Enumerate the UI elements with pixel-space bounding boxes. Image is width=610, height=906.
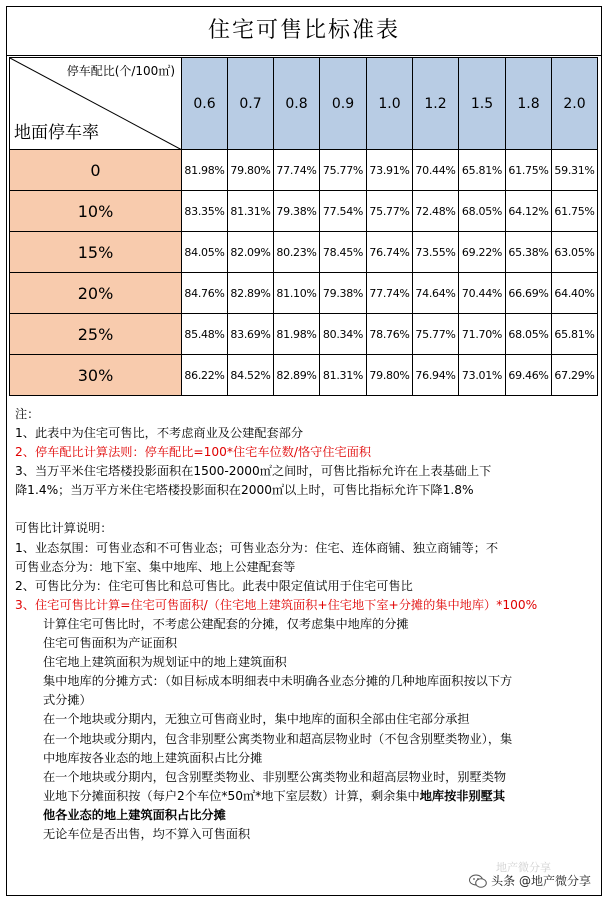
note-line-red: 2、停车配比计算法则：停车配比=100*住宅车位数/恪守住宅面积 (15, 445, 372, 460)
table-cell: 79.38% (274, 191, 320, 232)
page-title: 住宅可售比标准表 (7, 7, 601, 56)
calc-line: 2、可售比分为：住宅可售比和总可售比。此表中限定值试用于住宅可售比 (15, 578, 413, 593)
table-cell: 76.94% (413, 355, 459, 396)
table-row (10, 314, 598, 355)
table-cell: 73.55% (413, 232, 459, 273)
note-line: 1、此表中为住宅可售比，不考虑商业及公建配套部分 (15, 426, 304, 441)
calc-text: 业地下分摊面积按（每户2个车位*50㎡*地下室层数）计算，剩余集中 (43, 788, 420, 803)
row-header: 30% (10, 355, 182, 396)
table-cell: 65.81% (552, 314, 598, 355)
table-cell: 65.38% (506, 232, 552, 273)
table-cell: 77.74% (367, 273, 413, 314)
table-cell: 73.01% (459, 355, 506, 396)
calc-line: 在一个地块或分期内，包含别墅类物业、非别墅公寓类物业和超高层物业时，别墅类物 (43, 769, 507, 784)
table-cell: 69.46% (506, 355, 552, 396)
table-cell: 71.70% (459, 314, 506, 355)
calc-line: 在一个地块或分期内，包含非别墅公寓类物业和超高层物业时（不包含别墅类物业），集 (43, 731, 513, 746)
table-cell: 81.98% (274, 314, 320, 355)
table-corner-cell (10, 58, 182, 150)
table-cell: 79.38% (320, 273, 367, 314)
note-line: 3、当万平米住宅塔楼投影面积在1500-2000㎡之间时，可售比指标允许在上表基础上下 (15, 464, 492, 479)
table-cell: 68.05% (506, 314, 552, 355)
header-row (10, 58, 598, 150)
table-cell: 86.22% (182, 355, 228, 396)
calc-text-bold: 他各业态的地上建筑面积占比分摊 (43, 807, 226, 822)
calc-line: 住宅可售面积为产证面积 (43, 636, 178, 651)
table-cell: 79.80% (367, 355, 413, 396)
calc-line: 计算住宅可售比时，不考虑公建配套的分摊，仅考虑集中地库的分摊 (43, 616, 409, 631)
table-cell: 80.34% (320, 314, 367, 355)
parking-ratio-header: 停车配比(个/100㎡) (66, 64, 175, 78)
standard-table-sheet (6, 6, 602, 896)
table-cell: 75.77% (367, 191, 413, 232)
watermark-faint: 地产微分享 (496, 861, 551, 874)
column-header: 1.5 (459, 58, 506, 150)
table-cell: 84.76% (182, 273, 228, 314)
column-header: 0.7 (228, 58, 274, 150)
spacer (15, 500, 595, 519)
wechat-icon (469, 874, 487, 888)
column-header: 2.0 (552, 58, 598, 150)
table-cell: 79.80% (228, 150, 274, 191)
table-cell: 76.74% (367, 232, 413, 273)
calc-line: 1、业态氛围：可售业态和不可售业态；可售业态分为：住宅、连体商铺、独立商铺等；不 (15, 540, 499, 555)
calc-text-bold: 地库按非别墅其 (419, 788, 506, 803)
calc-line-red: 3、住宅可售比计算=住宅可售面积/（住宅地上建筑面积+住宅地下室+分摊的集中地库）*100% (15, 597, 538, 612)
ratio-table (9, 57, 598, 396)
column-header: 1.0 (367, 58, 413, 150)
table-cell: 77.54% (320, 191, 367, 232)
note-line: 降1.4%；当万平方米住宅塔楼投影面积在2000㎡以上时，可售比指标允许下降1.8% (15, 483, 474, 498)
calc-line: 无论车位是否出售，均不算入可售面积 (43, 826, 251, 841)
table-cell: 83.69% (228, 314, 274, 355)
table-cell: 66.69% (506, 273, 552, 314)
column-header: 0.9 (320, 58, 367, 150)
row-header: 10% (10, 191, 182, 232)
calc-line: 在一个地块或分期内，无独立可售商业时，集中地库的面积全部由住宅部分承担 (43, 712, 470, 727)
table-cell: 77.74% (274, 150, 320, 191)
column-header: 0.6 (182, 58, 228, 150)
table-cell: 59.31% (552, 150, 598, 191)
table-cell: 65.81% (459, 150, 506, 191)
table-cell: 82.89% (274, 355, 320, 396)
row-header: 0 (10, 150, 182, 191)
table-cell: 85.48% (182, 314, 228, 355)
table-cell: 72.48% (413, 191, 459, 232)
table-cell: 78.45% (320, 232, 367, 273)
column-header: 1.2 (413, 58, 459, 150)
table-cell: 63.05% (552, 232, 598, 273)
table-cell: 84.52% (228, 355, 274, 396)
table-cell: 80.23% (274, 232, 320, 273)
watermark (469, 861, 591, 889)
table-cell: 81.98% (182, 150, 228, 191)
row-header: 25% (10, 314, 182, 355)
table-cell: 82.89% (228, 273, 274, 314)
table-cell: 73.91% (367, 150, 413, 191)
table-cell: 61.75% (552, 191, 598, 232)
table-cell: 75.77% (413, 314, 459, 355)
calc-line: 中地库按各业态的地上建筑面积占比分摊 (43, 750, 263, 765)
table-cell: 81.31% (228, 191, 274, 232)
table-cell: 81.10% (274, 273, 320, 314)
table-cell: 82.09% (228, 232, 274, 273)
table-cell: 78.76% (367, 314, 413, 355)
table-row (10, 355, 598, 396)
table-cell: 64.40% (552, 273, 598, 314)
calc-line: 可售业态分为：地下室、集中地库、地上公建配套等 (15, 559, 296, 574)
column-header: 0.8 (274, 58, 320, 150)
watermark-text: 头条 @地产微分享 (491, 874, 591, 888)
calc-line (15, 787, 595, 806)
table-cell: 69.22% (459, 232, 506, 273)
calc-heading: 可售比计算说明： (15, 521, 113, 536)
calc-line: 集中地库的分摊方式：（如目标成本明细表中未明确各业态分摊的几种地库面积按以下方 (43, 674, 513, 689)
table-cell: 61.75% (506, 150, 552, 191)
ground-parking-rate-header: 地面停车率 (14, 123, 99, 143)
table-cell: 64.12% (506, 191, 552, 232)
table-cell: 75.77% (320, 150, 367, 191)
table-cell: 74.64% (413, 273, 459, 314)
table-cell: 84.05% (182, 232, 228, 273)
row-header: 15% (10, 232, 182, 273)
table-row (10, 191, 598, 232)
calc-line: 式分摊） (43, 693, 92, 708)
table-row (10, 150, 598, 191)
column-header: 1.8 (506, 58, 552, 150)
table-cell: 70.44% (413, 150, 459, 191)
calc-line: 住宅地上建筑面积为规划证中的地上建筑面积 (43, 655, 287, 670)
calc-line-bold (15, 806, 595, 825)
table-cell: 68.05% (459, 191, 506, 232)
table-cell: 67.29% (552, 355, 598, 396)
notes-heading: 注： (15, 407, 40, 421)
table-cell: 81.31% (320, 355, 367, 396)
table-cell: 83.35% (182, 191, 228, 232)
table-row (10, 232, 598, 273)
notes-section (15, 405, 595, 844)
row-header: 20% (10, 273, 182, 314)
table-cell: 70.44% (459, 273, 506, 314)
table-row (10, 273, 598, 314)
